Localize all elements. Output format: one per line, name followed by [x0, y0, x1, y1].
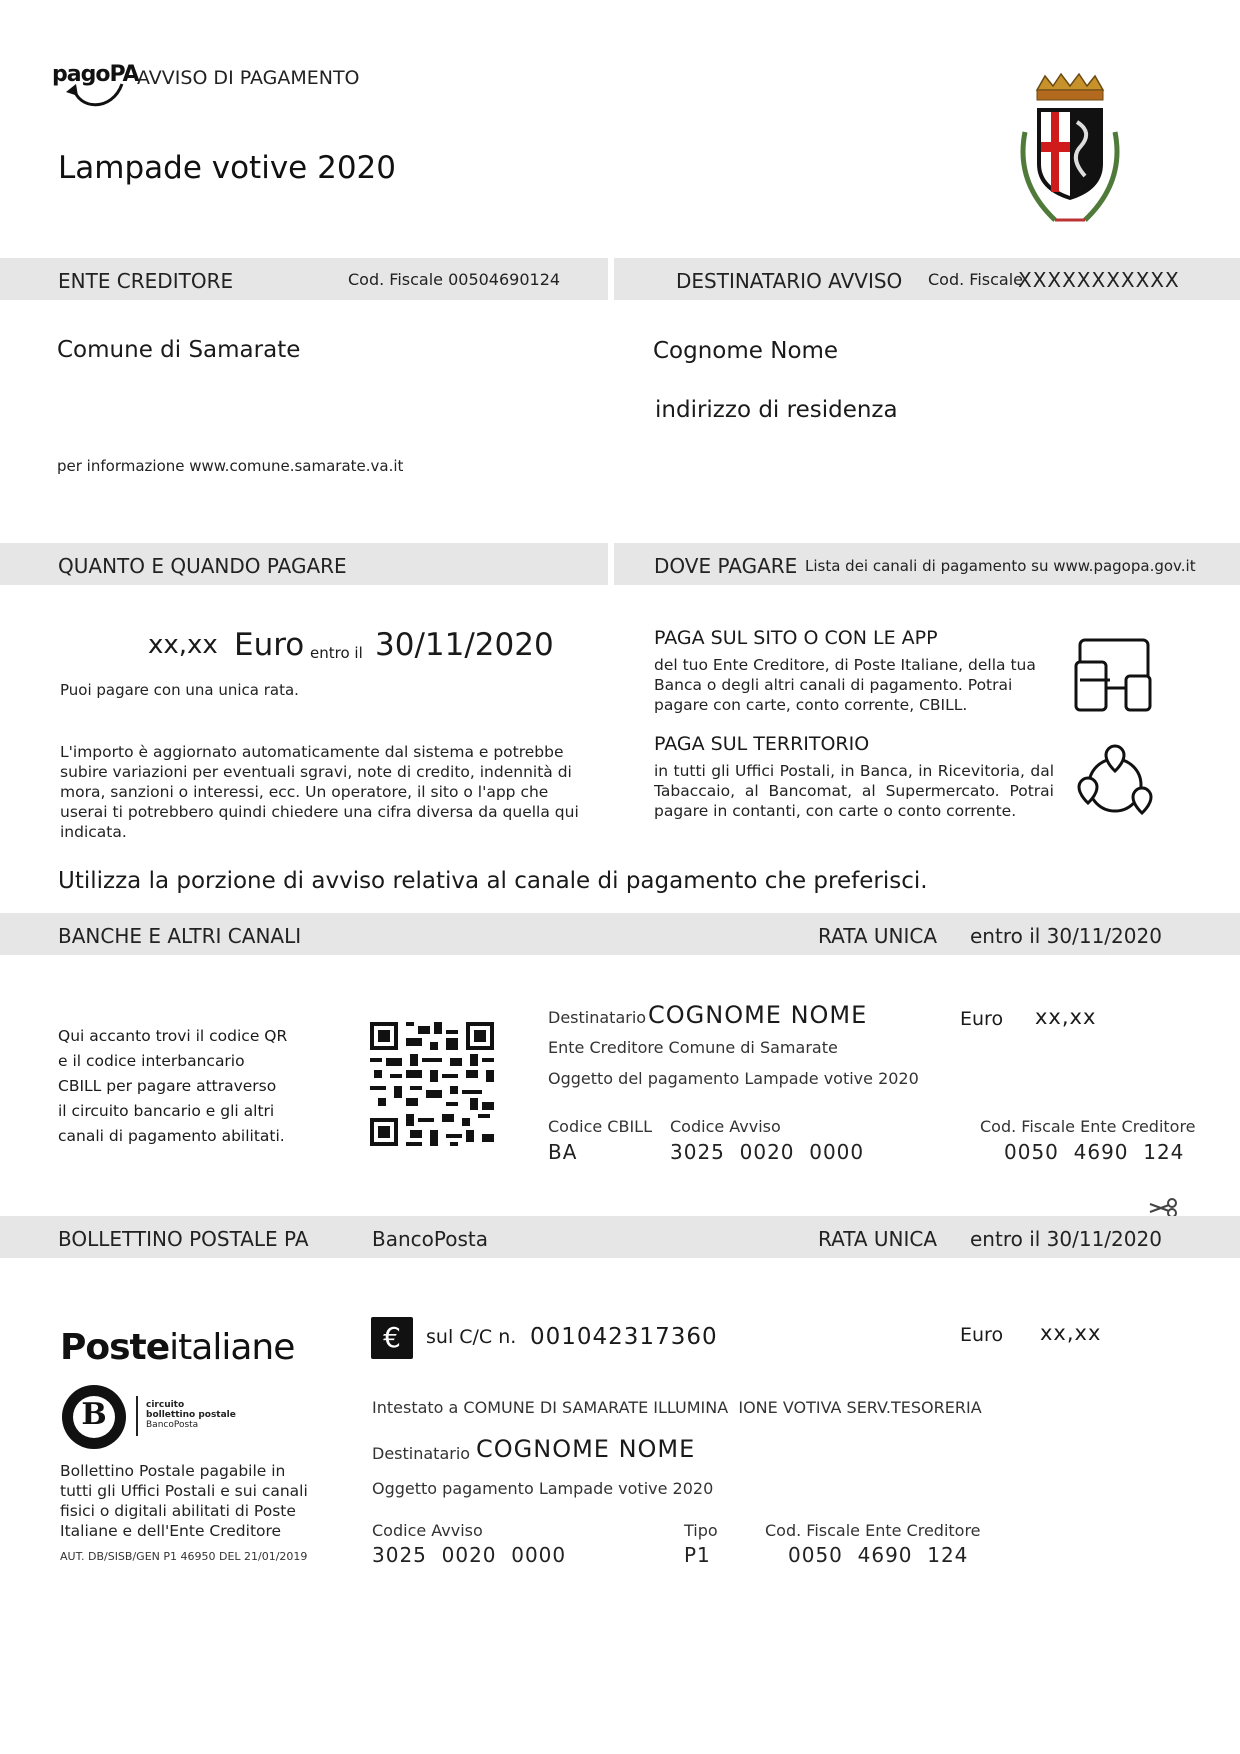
euro-box-icon	[371, 1317, 413, 1359]
postal-euro-label: Euro	[960, 1324, 1004, 1346]
cbill-value: BA	[548, 1140, 578, 1164]
pagopa-logo-text: pagoPA	[52, 62, 139, 87]
recipient-tax-code-label: Cod. Fiscale	[928, 270, 1023, 289]
poste-italiane-logo	[60, 1327, 294, 1368]
within-label: entro il	[310, 644, 363, 662]
coat-of-arms-icon	[1015, 72, 1125, 232]
currency: Euro	[234, 627, 305, 663]
bank-subject-line: Oggetto del pagamento Lampade votive 2020	[548, 1069, 919, 1088]
devices-icon	[1074, 638, 1154, 714]
account-value: 001042317360	[530, 1324, 718, 1350]
channels-info: Lista dei canali di pagamento su www.pagopa.gov.it	[805, 557, 1196, 575]
postal-type-label: Tipo	[684, 1521, 718, 1540]
postal-notice-code-label: Codice Avviso	[372, 1521, 483, 1540]
creditor-band-label: ENTE CREDITORE	[58, 269, 234, 293]
postal-rate-due: entro il 30/11/2020	[970, 1227, 1162, 1251]
postal-payable-text: Bollettino Postale pagabile in tutti gli Uffici Postali e sui canali fisici o digitali abilitati di Poste Italiane e dell'Ente Creditore	[60, 1462, 308, 1540]
bank-rate-due: entro il 30/11/2020	[970, 924, 1162, 948]
postal-recipient-value: COGNOME NOME	[476, 1435, 696, 1463]
poste-logo-bold: Poste	[60, 1327, 170, 1368]
postal-creditor-tax-label: Cod. Fiscale Ente Creditore	[765, 1521, 981, 1540]
bank-rate-label: RATA UNICA	[818, 924, 938, 948]
bank-euro-value: xx,xx	[1035, 1005, 1097, 1029]
postal-recipient-label: Destinatario	[372, 1444, 471, 1463]
pagopa-logo	[52, 62, 139, 118]
account-label: sul C/C n.	[426, 1326, 517, 1348]
postal-creditor-tax-value: 0050 4690 124	[788, 1543, 969, 1567]
recipient-name: Cognome Nome	[653, 338, 839, 364]
pagopa-arrow-icon	[56, 82, 126, 112]
bank-creditor-line: Ente Creditore Comune di Samarate	[548, 1038, 838, 1057]
bank-recipient-label: Destinatario	[548, 1008, 647, 1027]
amount-disclaimer: L'importo è aggiornato automaticamente dal sistema e potrebbe subire variazioni per eventuali sgravi, note di credito, indennità di mora, sanzioni o interessi, ecc. Un operatore, il sito o l'app che userai ti potrebbero quindi chiedere una cifra diversa da quella qui indicata.	[60, 743, 579, 841]
bank-notice-code-label: Codice Avviso	[670, 1117, 781, 1136]
territory-title: PAGA SUL TERRITORIO	[654, 733, 870, 755]
seal-caption-3: BancoPosta	[146, 1420, 199, 1430]
seal-caption	[146, 1400, 236, 1430]
amount: xx,xx	[148, 630, 218, 660]
creditor-info: per informazione www.comune.samarate.va.it	[57, 457, 404, 475]
bancoposta-label: BancoPosta	[372, 1227, 488, 1251]
postal-authorization: AUT. DB/SISB/GEN P1 46950 DEL 21/01/2019	[60, 1550, 308, 1563]
qr-code-icon	[370, 1022, 494, 1146]
postal-subject-line: Oggetto pagamento Lampade votive 2020	[372, 1479, 714, 1498]
territory-text: in tutti gli Uffici Postali, in Banca, in Ricevitoria, dal Tabaccaio, al Bancomat, al Supermercato. Potrai pagare in contanti, con carte o conto corrente.	[654, 762, 1054, 820]
euro-symbol: €	[383, 1321, 401, 1354]
recipient-address: indirizzo di residenza	[655, 397, 898, 423]
bollettino-seal-letter: B	[81, 1397, 107, 1432]
bank-creditor-tax-label: Cod. Fiscale Ente Creditore	[980, 1117, 1196, 1136]
how-much-band-label: QUANTO E QUANDO PAGARE	[58, 554, 347, 578]
postal-notice-code-value: 3025 0020 0000	[372, 1543, 567, 1567]
location-pins-icon	[1074, 744, 1156, 826]
where-band-label: DOVE PAGARE	[654, 554, 798, 578]
recipient-tax-code-value: XXXXXXXXXXX	[1018, 268, 1180, 292]
creditor-tax-code: Cod. Fiscale 00504690124	[348, 270, 561, 289]
creditor-name: Comune di Samarate	[57, 337, 301, 363]
account-holder: Intestato a COMUNE DI SAMARATE ILLUMINA IONE VOTIVA SERV.TESORERIA	[372, 1398, 982, 1417]
postal-euro-value: xx,xx	[1040, 1321, 1102, 1345]
cbill-label: Codice CBILL	[548, 1117, 652, 1136]
recipient-band-label: DESTINATARIO AVVISO	[676, 269, 903, 293]
qr-explanation: Qui accanto trovi il codice QR e il codice interbancario CBILL per pagare attraverso il circuito bancario e gli altri canali di pagamento abilitati.	[58, 1027, 288, 1145]
poste-logo-light: italiane	[169, 1327, 295, 1368]
bank-band-label: BANCHE E ALTRI CANALI	[58, 924, 302, 948]
postal-band-label: BOLLETTINO POSTALE PA	[58, 1227, 309, 1251]
seal-caption-1: circuito	[146, 1400, 185, 1410]
postal-type-value: P1	[684, 1543, 711, 1567]
postal-rate-label: RATA UNICA	[818, 1227, 938, 1251]
online-text: del tuo Ente Creditore, di Poste Italiane, della tua Banca o degli altri canali di pagamento. Potrai pagare con carte, conto corrente, CBILL.	[654, 656, 1036, 714]
bank-euro-label: Euro	[960, 1008, 1004, 1030]
bank-recipient-value: COGNOME NOME	[648, 1001, 868, 1029]
due-date: 30/11/2020	[375, 627, 554, 663]
page-title: Lampade votive 2020	[58, 150, 396, 186]
online-title: PAGA SUL SITO O CON LE APP	[654, 627, 938, 649]
instruction: Utilizza la porzione di avviso relativa al canale di pagamento che preferisci.	[58, 868, 928, 894]
notice-type: AVVISO DI PAGAMENTO	[137, 67, 360, 89]
bank-creditor-tax-value: 0050 4690 124	[1004, 1140, 1185, 1164]
bank-notice-code-value: 3025 0020 0000	[670, 1140, 865, 1164]
scissors-icon	[1148, 1198, 1180, 1218]
single-rate-text: Puoi pagare con una unica rata.	[60, 681, 299, 699]
seal-divider	[136, 1396, 138, 1436]
seal-caption-2: bollettino postale	[146, 1410, 236, 1420]
